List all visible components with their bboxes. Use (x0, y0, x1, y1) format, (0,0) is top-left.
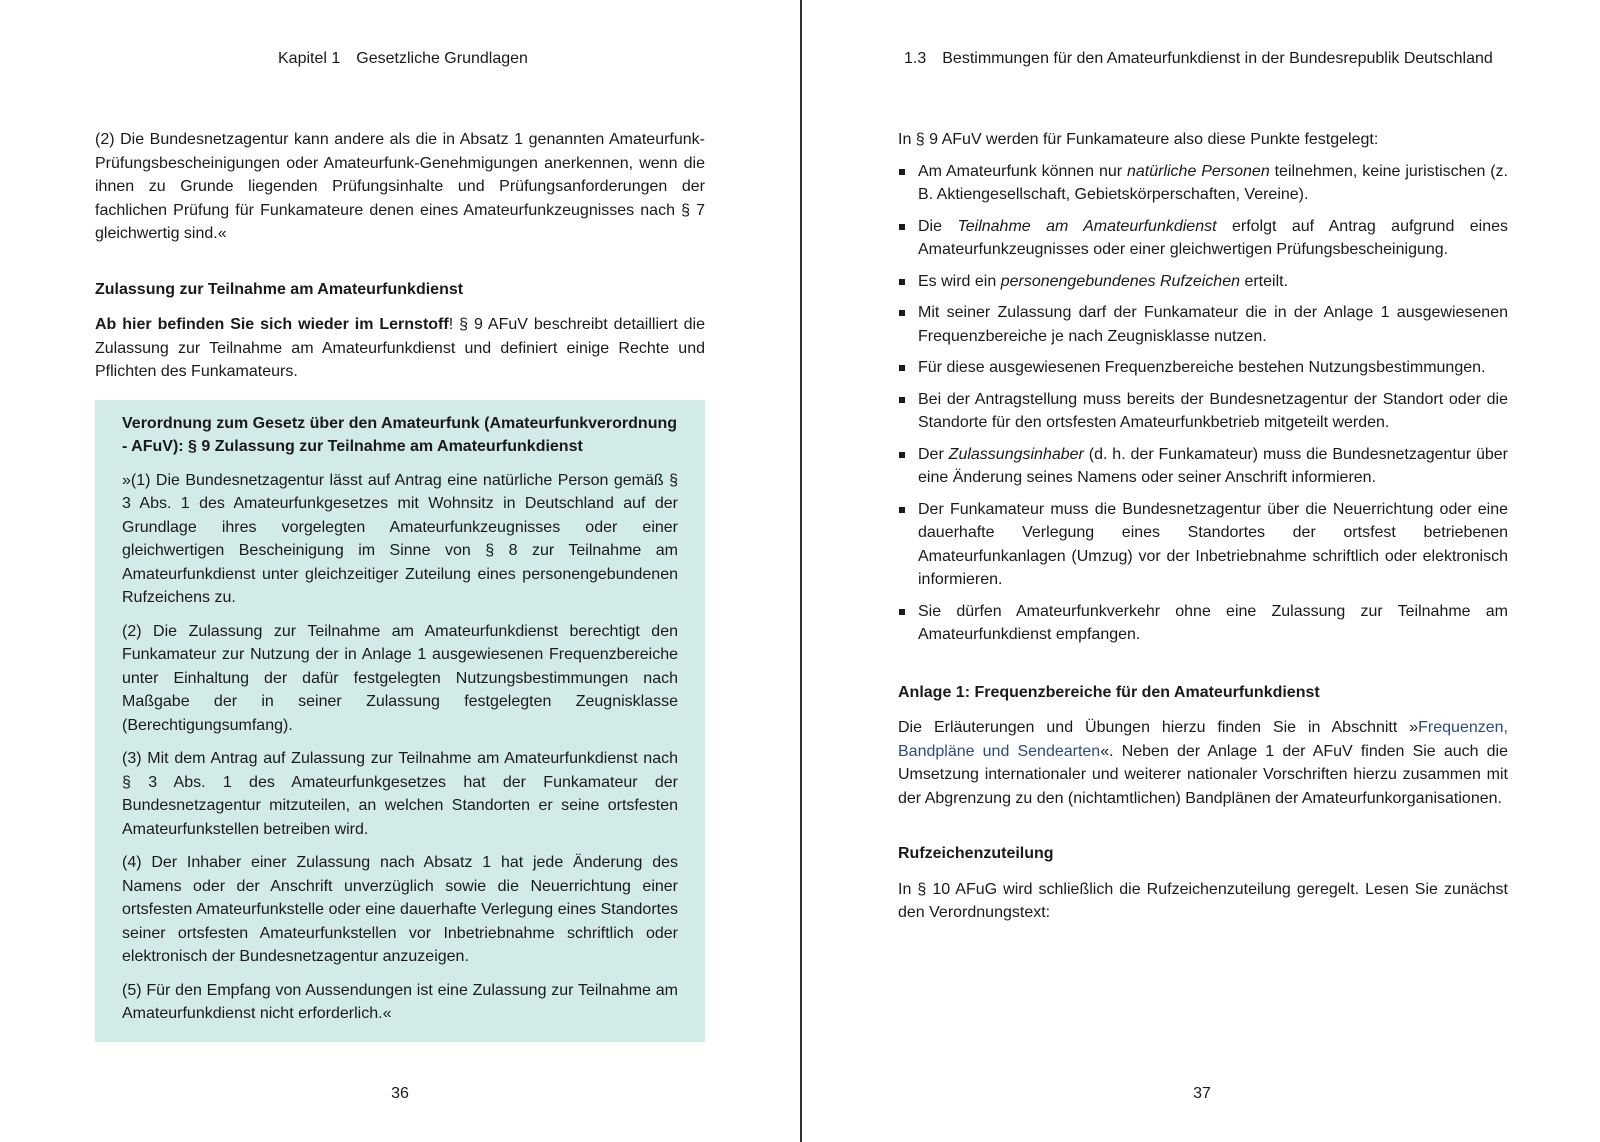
list-item: Für diese ausgewiesenen Frequenzbereiche bestehen Nutzungsbestimmungen. (898, 356, 1508, 380)
list-item: Der Zulassungsinhaber (d. h. der Funkamateur) muss die Bundesnetzagentur über eine Änderung seines Namens oder seiner Anschrift informieren. (898, 443, 1508, 490)
legal-paragraph: (3) Mit dem Antrag auf Zulassung zur Teilnahme am Amateurfunkdienst nach § 3 Abs. 1 des Amateurfunkgesetzes hat der Funkamateur der Bundesnetzagentur mitzuteilen, an welchen Standorten er seine ortsfesten Amateurfunkstellen betreiben wird. (122, 750, 678, 838)
intro-bold: Ab hier befinden Sie sich wieder im Lernstoff (95, 316, 449, 333)
right-page (802, 0, 1600, 1142)
legal-paragraph: (4) Der Inhaber einer Zulassung nach Absatz 1 hat jede Änderung des Namens oder der Anschrift unverzüglich sowie die Neuerrichtung einer ortsfesten Amateurfunkstelle oder eine dauerhafte Verlegung eines Standortes seiner ortsfesten Amateurfunkstellen vor Inbetriebnahme schriftlich oder elektronisch der Bundesnetzagentur anzuzeigen. (122, 854, 678, 965)
list-item: Der Funkamateur muss die Bundesnetzagentur über die Neuerrichtung oder eine dauerhafte Verlegung eines Standortes der ortsfest betriebenen Amateurfunkanlagen (Umzug) vor der Inbetriebnahme schriftlich oder elektronisch informieren. (898, 498, 1508, 592)
section-link-frequenzen[interactable]: Frequenzen, Bandpläne und Sendearten (898, 719, 1508, 760)
list-item: Es wird ein personengebundenes Rufzeichen erteilt. (898, 270, 1508, 294)
list-item: Mit seiner Zulassung darf der Funkamateur die in der Anlage 1 ausgewiesenen Frequenzbereiche je nach Zeugnisklasse nutzen. (898, 301, 1508, 348)
rufzeichen-paragraph: In § 10 AFuG wird schließlich die Rufzeichenzuteilung geregelt. Lesen Sie zunächst den Verordnungstext: (898, 880, 1508, 921)
intro-paragraph (95, 313, 705, 384)
page-number-right: 37 (1193, 1085, 1211, 1102)
legal-paragraph: (2) Die Zulassung zur Teilnahme am Amateurfunkdienst berechtigt den Funkamateur zur Nutzung der in Anlage 1 ausgewiesenen Frequenzbereiche unter Einhaltung der dafür festgelegten Nutzungsbestimmungen nach Maßgabe der in seiner Zulassung festgelegten Zeugnisklasse (Berechtigungsumfang). (122, 622, 678, 734)
running-header-right: 1.3 Bestimmungen für den Amateurfunkdienst in der Bundesrepublik Deutschland (904, 50, 1493, 67)
section-heading-zulassung: Zulassung zur Teilnahme am Amateurfunkdienst (95, 280, 464, 298)
section-heading-anlage: Anlage 1: Frequenzbereiche für den Amateurfunkdienst (898, 683, 1320, 701)
bullets-intro: In § 9 AFuV werden für Funkamateure also diese Punkte festgelegt: (898, 131, 1379, 148)
legal-box-title: Verordnung zum Gesetz über den Amateurfunk (Amateurfunkverordnung - AFuV): § 9 Zulassung zur Teilnahme am Amateurfunkdienst (122, 414, 678, 455)
page-number-left: 36 (391, 1085, 409, 1102)
anlage-paragraph: Die Erläuterungen und Übungen hierzu finden Sie in Abschnitt »Frequenzen, Bandpläne und Sendearten«. Neben der Anlage 1 der AFuV finden Sie auch die Umsetzung internationaler und weiterer nationaler Vorschriften hierzu zusammen mit der Abgrenzung zu den (nichtamtlichen) Bandplänen der Amateurfunkorganisationen. (898, 719, 1508, 807)
paragraph-absatz-2: (2) Die Bundesnetzagentur kann andere als die in Absatz 1 genannten Amateurfunk-Prüfungsbescheinigungen oder Amateurfunk-Genehmigungen anerkennen, wenn die ihnen zu Grunde liegenden Prüfungsinhalte und Prüfungsanforderungen der fachlichen Prüfung für Funkamateure denen eines Amateurfunkzeugnisses nach § 7 gleichwertig sind.« (95, 131, 705, 242)
legal-text-box (95, 400, 705, 1042)
running-header-left: Kapitel 1 Gesetzliche Grundlagen (278, 50, 528, 67)
legal-paragraph: »(1) Die Bundesnetzagentur lässt auf Antrag eine natürliche Person gemäß § 3 Abs. 1 des Amateurfunkgesetzes mit Wohnsitz in Deutschland auf der Grundlage ihres vorgelegten Amateurfunkzeugnisses oder einer gleichwertigen Bescheinigung im Sinne von § 8 zur Teilnahme am Amateurfunkdienst unter gleichzeitiger Zuteilung eines personengebundenen Rufzeichens zu. (122, 471, 678, 606)
list-item: Sie dürfen Amateurfunkverkehr ohne eine Zulassung zur Teilnahme am Amateurfunkdienst empfangen. (898, 600, 1508, 647)
bullet-list (898, 160, 1508, 647)
list-item: Bei der Antragstellung muss bereits der Bundesnetzagentur der Standort oder die Standorte für den ortsfesten Amateurfunkbetrieb mitgeteilt werden. (898, 388, 1508, 435)
left-column (95, 128, 705, 1042)
right-column (898, 128, 1508, 925)
list-item: Am Amateurfunk können nur natürliche Personen teilnehmen, keine juristischen (z. B. Aktiengesellschaft, Gebietskörperschaften, Vereine). (898, 160, 1508, 207)
section-heading-rufzeichen: Rufzeichenzuteilung (898, 845, 1054, 862)
list-item: Die Teilnahme am Amateurfunkdienst erfolgt auf Antrag aufgrund eines Amateurfunkzeugnisses oder einer gleichwertigen Prüfungsbescheinigung. (898, 215, 1508, 262)
legal-paragraph: (5) Für den Empfang von Aussendungen ist eine Zulassung zur Teilnahme am Amateurfunkdienst nicht erforderlich.« (122, 981, 678, 1022)
intro-rest: ! § 9 AFuV beschreibt detailliert die Zulassung zur Teilnahme am Amateurfunkdienst und definiert einige Rechte und Pflichten des Funkamateurs. (95, 316, 706, 380)
